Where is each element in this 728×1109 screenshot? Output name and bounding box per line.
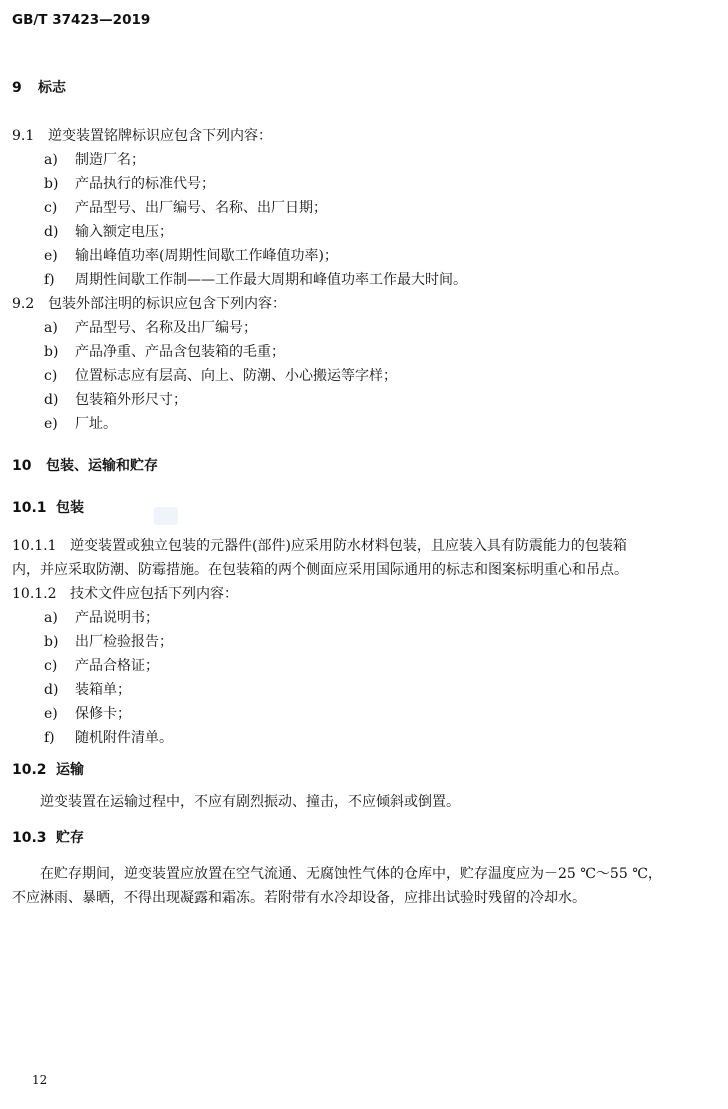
list-item [44, 268, 467, 292]
clause-9-2 [12, 292, 286, 316]
item-text: 制造厂名； [75, 152, 145, 168]
clause-10-3-text-line2: 不应淋雨、暴晒，不得出现凝露和霜冻。若附带有水冷却设备，应排出试验时残留的冷却水。 [12, 890, 586, 906]
list-item [44, 244, 338, 268]
item-label: d) [44, 682, 59, 698]
item-label: e) [44, 706, 58, 722]
list-item [44, 148, 145, 172]
clause-number: 10.1.2 [12, 586, 57, 602]
item-text: 产品型号、名称及出厂编号； [75, 320, 257, 336]
watermark-logo [154, 507, 178, 525]
clause-title: 运输 [56, 762, 84, 778]
item-text: 输入额定电压； [75, 224, 173, 240]
list-item [44, 364, 397, 388]
clause-number: 10.2 [12, 762, 47, 778]
list-item [44, 702, 131, 726]
clause-text-continuation: 内，并应采取防潮、防霉措施。在包装箱的两个侧面应采用国际通用的标志和图案标明重心和吊点。 [12, 562, 628, 578]
item-text: 随机附件清单。 [75, 730, 173, 746]
item-text: 厂址。 [75, 416, 117, 432]
item-label: c) [44, 658, 58, 674]
list-item [44, 606, 159, 630]
item-label: c) [44, 368, 58, 384]
item-text: 位置标志应有层高、向上、防潮、小心搬运等字样； [75, 368, 397, 384]
item-text: 出厂检验报告； [75, 634, 173, 650]
clause-text: 包装外部注明的标识应包含下列内容： [48, 296, 286, 312]
item-label: b) [44, 344, 59, 360]
section-10-heading [12, 454, 158, 478]
item-label: a) [44, 610, 58, 626]
list-item [44, 630, 173, 654]
list-item [44, 316, 257, 340]
clause-10-1-1 [12, 534, 627, 558]
item-label: e) [44, 248, 58, 264]
clause-title: 包装 [56, 500, 84, 516]
clause-text: 技术文件应包括下列内容： [70, 586, 238, 602]
list-item [44, 172, 215, 196]
item-text: 周期性间歇工作制——工作最大周期和峰值功率工作最大时间。 [75, 272, 467, 288]
clause-number: 9.1 [12, 128, 35, 144]
section-title: 包装、运输和贮存 [46, 458, 158, 474]
list-item [44, 726, 173, 750]
clause-number: 10.1 [12, 500, 47, 516]
item-text: 输出峰值功率(周期性间歇工作峰值功率)； [75, 248, 338, 264]
section-title: 标志 [38, 80, 66, 96]
clause-number: 10.1.1 [12, 538, 57, 554]
clause-title: 贮存 [56, 830, 84, 846]
standard-header: GB/T 37423—2019 [12, 12, 151, 28]
list-item [44, 220, 173, 244]
clause-10-2-heading [12, 758, 84, 782]
item-label: b) [44, 176, 59, 192]
list-item [44, 196, 327, 220]
item-label: a) [44, 152, 58, 168]
item-text: 包装箱外形尺寸； [75, 392, 187, 408]
clause-9-1 [12, 124, 272, 148]
clause-number: 9.2 [12, 296, 35, 312]
clause-text: 逆变装置铭牌标识应包含下列内容： [48, 128, 272, 144]
section-number: 9 [12, 80, 22, 96]
item-label: b) [44, 634, 59, 650]
clause-10-1-2 [12, 582, 238, 606]
page-number: 12 [32, 1073, 48, 1087]
clause-10-1-heading [12, 496, 84, 520]
item-label: c) [44, 200, 58, 216]
item-text: 产品执行的标准代号； [75, 176, 215, 192]
list-item [44, 340, 285, 364]
item-label: a) [44, 320, 58, 336]
clause-number: 10.3 [12, 830, 47, 846]
item-text: 保修卡； [75, 706, 131, 722]
section-number: 10 [12, 458, 32, 474]
clause-10-3-text-line1: 在贮存期间，逆变装置应放置在空气流通、无腐蚀性气体的仓库中，贮存温度应为－25 ℃～55 ℃， [40, 866, 662, 882]
item-text: 产品净重、产品含包装箱的毛重； [75, 344, 285, 360]
item-text: 装箱单； [75, 682, 131, 698]
item-label: f) [44, 730, 55, 746]
clause-10-3-heading [12, 826, 84, 850]
item-text: 产品型号、出厂编号、名称、出厂日期； [75, 200, 327, 216]
section-9-heading [12, 76, 66, 100]
list-item [44, 388, 187, 412]
item-label: e) [44, 416, 58, 432]
clause-10-2-text: 逆变装置在运输过程中，不应有剧烈振动、撞击，不应倾斜或倒置。 [40, 794, 460, 810]
item-label: d) [44, 224, 59, 240]
list-item [44, 654, 159, 678]
item-text: 产品说明书； [75, 610, 159, 626]
item-label: f) [44, 272, 55, 288]
item-text: 产品合格证； [75, 658, 159, 674]
list-item [44, 412, 117, 436]
clause-text-line: 逆变装置或独立包装的元器件(部件)应采用防水材料包装，且应装入具有防震能力的包装箱 [70, 538, 627, 554]
list-item [44, 678, 131, 702]
item-label: d) [44, 392, 59, 408]
